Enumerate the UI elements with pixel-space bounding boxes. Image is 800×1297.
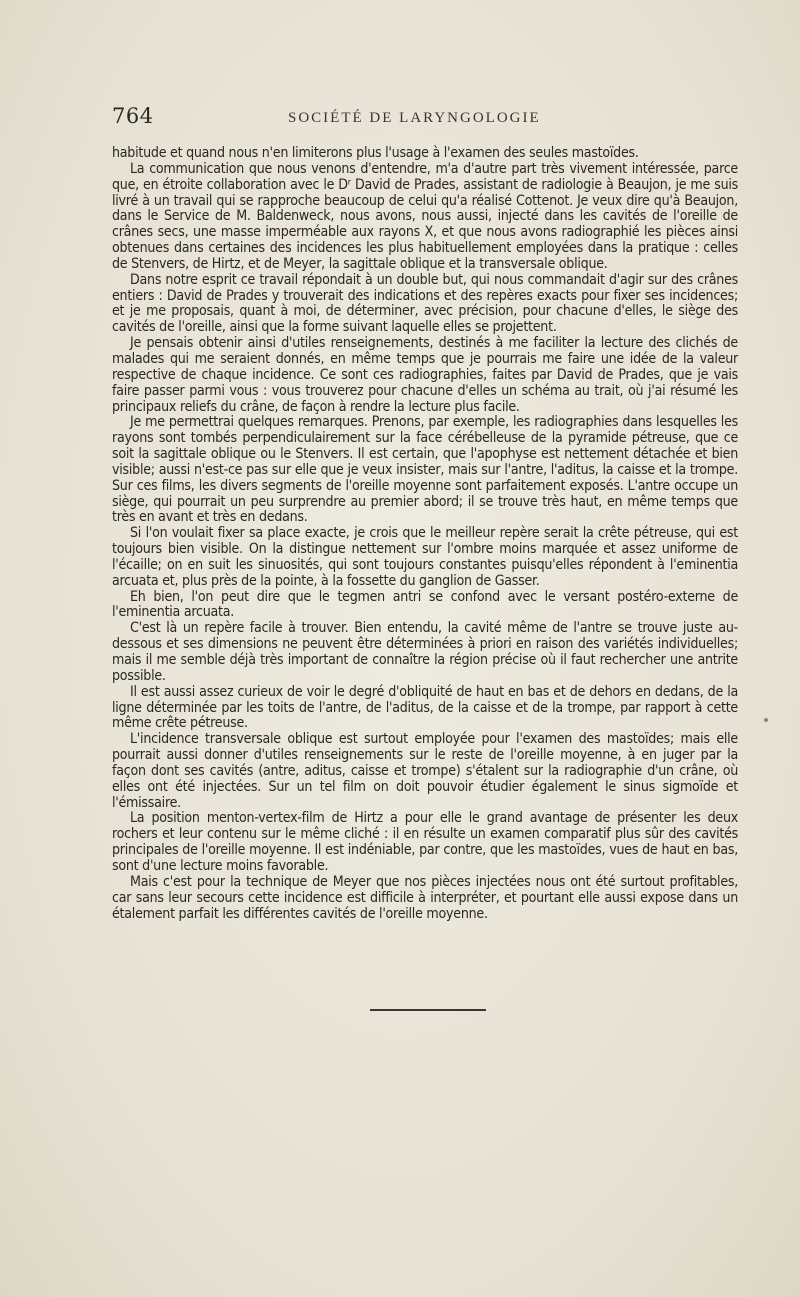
end-rule (370, 1009, 486, 1011)
paragraph: Je me permettrai quelques remarques. Prenons, par exemple, les radiographies dans lesquelles les rayons sont tombés perpendiculairement sur la face cérébelleuse de la pyramide pétreuse, que ce soit la sagittale oblique ou le Stenvers. Il est certain, que l'apophyse est nettement détachée et bien visible; aussi n'est-ce pas sur elle que je veux insister, mais sur l'antre, l'aditus, la caisse et la trompe. Sur ces films, les divers segments de l'oreille moyenne sont parfaitement exposés. L'antre occupe un siège, qui pourrait un peu surprendre au premier abord; il se trouve très haut, en même temps que très en avant et très en dedans. (112, 414, 738, 526)
paragraph: habitude et quand nous n'en limiterons plus l'usage à l'examen des seules mastoïdes. (112, 145, 639, 161)
paragraph: Je pensais obtenir ainsi d'utiles renseignements, destinés à me faciliter la lecture des clichés de malades qui me seraient donnés, en même temps que je pourrais me faire une idée de la valeur respective de chaque incidence. Ce sont ces radiographies, faites par David de Prades, que je vais faire passer parmi vous : vous trouverez pour chacune d'elles un schéma au trait, où j'ai résumé les principaux reliefs du crâne, de façon à rendre la lecture plus facile. (112, 335, 738, 415)
page-header (112, 104, 738, 134)
paragraph: Eh bien, l'on peut dire que le tegmen antri se confond avec le versant postéro-externe de l'eminentia arcuata. (112, 588, 738, 621)
paragraph: C'est là un repère facile à trouver. Bien entendu, la cavité même de l'antre se trouve juste au-dessous et ses dimensions ne peuvent être déterminées à priori en raison des variétés individuelles; mais il me semble déjà très important de connaître la région précise où il faut rechercher une antrite possible. (112, 620, 738, 684)
paragraph: L'incidence transversale oblique est surtout employée pour l'examen des mastoïdes; mais elle pourrait aussi donner d'utiles renseignements sur le reste de l'oreille moyenne, à en juger par la façon dont ses cavités (antre, aditus, caisse et trompe) s'étalent sur la radiographie d'un crâne, où elles ont été injectées. Sur un tel film on doit pouvoir étudier également le sinus sigmoïde et l'émissaire. (112, 731, 738, 811)
running-title: SOCIÉTÉ DE LARYNGOLOGIE (288, 110, 541, 126)
page-number: 764 (112, 104, 154, 128)
body-text (112, 146, 738, 922)
paragraph: Il est aussi assez curieux de voir le degré d'obliquité de haut en bas et de dehors en dedans, de la ligne déterminée par les toits de l'antre, de l'aditus, de la caisse et de la trompe, par rapport à cette même crête pétreuse. (112, 683, 738, 732)
paragraph: Dans notre esprit ce travail répondait à un double but, qui nous commandait d'agir sur des crânes entiers : David de Prades y trouverait des indications et des repères exacts pour fixer ses incidences; et je me proposais, quant à moi, de déterminer, avec précision, pour chacune d'elles, le siège des cavités de l'oreille, ainsi que la forme suivant laquelle elles se projettent. (112, 271, 738, 336)
paragraph: La position menton-vertex-film de Hirtz a pour elle le grand avantage de présenter les deux rochers et leur contenu sur le même cliché : il en résulte un examen comparatif plus sûr des cavités principales de l'oreille moyenne. Il est indéniable, par contre, que les mastoïdes, vues de haut en bas, sont d'une lecture moins favorable. (112, 810, 738, 874)
paragraph: Si l'on voulait fixer sa place exacte, je crois que le meilleur repère serait la crête pétreuse, qui est toujours bien visible. On la distingue nettement sur l'ombre moins marquée et assez uniforme de l'écaille; on en suit les sinuosités, qui sont toujours constantes puisqu'elles répondent à l'eminentia arcuata et, plus près de la pointe, à la fossette du ganglion de Gasser. (112, 525, 738, 589)
paragraph: Mais c'est pour la technique de Meyer que nos pièces injectées nous ont été surtout profitables, car sans leur secours cette incidence est difficile à interpréter, et pourtant elle aussi expose dans un étalement parfait les différentes cavités de l'oreille moyenne. (112, 873, 738, 922)
margin-mark (764, 718, 768, 722)
paragraph: La communication que nous venons d'entendre, m'a d'autre part très vivement intéressée, parce que, en étroite collaboration avec le Dʳ David de Prades, assistant de radiologie à Beaujon, je me suis livré à un travail qui se rapproche beaucoup de celui qu'a réalisé Cottenot. Je veux dire qu'à Beaujon, dans le Service de M. Baldenweck, nous avons, nous aussi, injecté dans les cavités de l'oreille de crânes secs, une masse imperméable aux rayons X, et que nous avons radiographié les pièces ainsi obtenues dans certaines des incidences les plus habituellement employées dans la pratique : celles de Stenvers, de Hirtz, et de Meyer, la sagittale oblique et la transversale oblique. (112, 160, 738, 272)
